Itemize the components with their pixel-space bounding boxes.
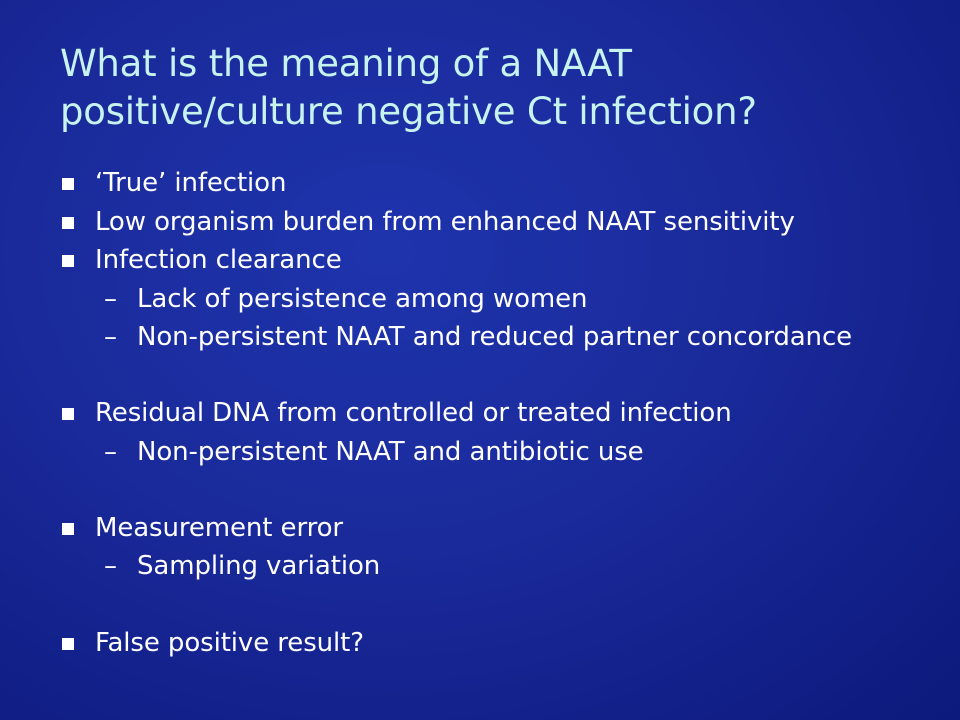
bullet-text: Infection clearance (95, 245, 342, 275)
bullet-text: Measurement error (95, 513, 344, 543)
square-bullet-icon (62, 638, 74, 650)
square-bullet-icon (62, 178, 74, 190)
slide-title-line-1: What is the meaning of a NAAT (60, 42, 632, 85)
dash-bullet-icon: – (104, 551, 117, 581)
square-bullet-icon (62, 255, 74, 267)
bullet-text: Residual DNA from controlled or treated infection (95, 398, 732, 428)
sub-bullet-text: Non-persistent NAAT and antibiotic use (137, 437, 644, 467)
square-bullet-icon (62, 523, 74, 535)
bullet-text: Low organism burden from enhanced NAAT sensitivity (95, 207, 795, 237)
dash-bullet-icon: – (104, 322, 117, 352)
slide-title-line-2: positive/culture negative Ct infection? (60, 90, 757, 133)
sub-bullet-text: Lack of persistence among women (137, 284, 588, 314)
bullet-text: ‘True’ infection (95, 168, 287, 198)
square-bullet-icon (62, 217, 74, 229)
bullet-text: False positive result? (95, 628, 364, 658)
square-bullet-icon (62, 408, 74, 420)
dash-bullet-icon: – (104, 284, 117, 314)
dash-bullet-icon: – (104, 437, 117, 467)
sub-bullet-text: Non-persistent NAAT and reduced partner concordance (137, 322, 853, 352)
sub-bullet-text: Sampling variation (137, 551, 381, 581)
